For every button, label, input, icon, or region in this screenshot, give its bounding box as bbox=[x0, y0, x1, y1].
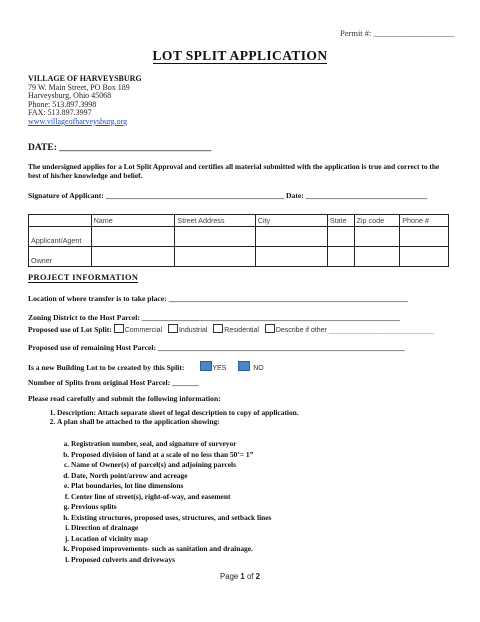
splits-count-field[interactable]: Number of Splits from original Host Parcel: _______ bbox=[28, 378, 199, 387]
yes-checkbox-icon[interactable] bbox=[200, 361, 212, 371]
table-cell[interactable] bbox=[91, 227, 175, 247]
fax-line: FAX: 513.897.3997 bbox=[28, 108, 92, 118]
table-header-cell: Street Address bbox=[175, 215, 255, 227]
proposed-use-row bbox=[28, 324, 434, 334]
table-cell[interactable] bbox=[354, 227, 400, 247]
date-field[interactable]: DATE: ________________________________ bbox=[28, 143, 212, 153]
list-item: i. Direction of drainage bbox=[71, 523, 271, 534]
list-item: b. Proposed division of land at a scale of no less than 50’= 1” bbox=[71, 450, 271, 461]
table-cell[interactable] bbox=[175, 247, 255, 267]
row-label: Owner bbox=[29, 247, 92, 267]
numbered-list bbox=[43, 408, 299, 427]
list-item: c. Name of Owner(s) of parcel(s) and adjoining parcels bbox=[71, 460, 271, 471]
table-header-row bbox=[29, 215, 449, 227]
applicant-table bbox=[28, 214, 449, 267]
checkbox-icon[interactable] bbox=[168, 324, 178, 333]
signature-line[interactable]: Signature of Applicant: _______________________________________________ Date: ________________________________ bbox=[28, 191, 428, 200]
table-header-cell bbox=[29, 215, 92, 227]
table-row bbox=[29, 247, 449, 267]
website-link[interactable]: www.villageofharveysburg.org bbox=[28, 116, 128, 126]
page-title bbox=[0, 48, 480, 64]
list-item: k. Proposed improvements- such as sanitation and drainage. bbox=[71, 544, 271, 555]
title-text: LOT SPLIT APPLICATION bbox=[152, 48, 328, 63]
table-cell[interactable] bbox=[327, 227, 354, 247]
footer-of-label: of bbox=[246, 572, 254, 581]
table-cell[interactable] bbox=[400, 227, 449, 247]
table-cell[interactable] bbox=[91, 247, 175, 267]
village-address-block bbox=[28, 75, 142, 127]
footer-total-pages: 2 bbox=[255, 572, 260, 581]
checkbox-icon[interactable] bbox=[265, 324, 275, 333]
use-residential-option[interactable] bbox=[213, 327, 259, 334]
building-lot-row bbox=[28, 361, 264, 372]
table-cell[interactable] bbox=[255, 247, 327, 267]
table-cell[interactable] bbox=[400, 247, 449, 267]
table-header-cell: City bbox=[255, 215, 327, 227]
table-cell[interactable] bbox=[175, 227, 255, 247]
list-item: 2. A plan shall be attached to the application showing: bbox=[57, 417, 299, 426]
no-label: NO bbox=[253, 365, 264, 372]
row-label: Applicant/Agent bbox=[29, 227, 92, 247]
list-item: e. Plat boundaries, lot line dimensions bbox=[71, 481, 271, 492]
list-item: 1. Description: Attach separate sheet of legal description to copy of application. bbox=[57, 408, 299, 417]
permit-number-field: Permit #: ___________________ bbox=[340, 28, 455, 38]
footer-page-label: Page bbox=[220, 572, 239, 581]
checkbox-icon[interactable] bbox=[213, 324, 223, 333]
phone-line: Phone: 513.897.3998 bbox=[28, 99, 97, 109]
option-label: Describe if other bbox=[275, 327, 327, 334]
list-item: a. Registration number, seal, and signature of surveyor bbox=[71, 439, 271, 450]
table-header-cell: Name bbox=[91, 215, 175, 227]
option-label: Residential bbox=[224, 327, 259, 334]
use-commercial-option[interactable] bbox=[114, 327, 162, 334]
table-cell[interactable] bbox=[354, 247, 400, 267]
table-header-cell: Zip code bbox=[354, 215, 400, 227]
yes-label: YES bbox=[212, 365, 227, 372]
table-header-cell: Phone # bbox=[400, 215, 449, 227]
list-item: h. Existing structures, proposed uses, structures, and setback lines bbox=[71, 513, 271, 524]
building-lot-question: Is a new Building Lot to be created by this Split: bbox=[28, 363, 185, 372]
no-checkbox-icon[interactable] bbox=[238, 361, 250, 371]
use-other-option[interactable] bbox=[265, 327, 327, 334]
list-item: j. Location of vicinity map bbox=[71, 534, 271, 545]
table-row bbox=[29, 227, 449, 247]
use-industrial-option[interactable] bbox=[168, 327, 207, 334]
list-item: l. Proposed culverts and driveways bbox=[71, 555, 271, 566]
instructions-heading: Please read carefully and submit the following information: bbox=[28, 394, 221, 403]
zoning-field[interactable]: Zoning District to the Host Parcel: ____________________________________________________________________ bbox=[28, 313, 400, 322]
project-heading-text: PROJECT INFORMATION bbox=[28, 273, 139, 282]
village-name: VILLAGE OF HARVEYSBURG bbox=[28, 74, 142, 83]
location-field[interactable]: Location of where transfer is to take place: _______________________________________________________________ bbox=[28, 294, 408, 303]
project-information-heading bbox=[28, 273, 138, 282]
option-label: Commercial bbox=[124, 327, 163, 334]
address-line-1: 79 W. Main Street, PO Box 189 bbox=[28, 82, 130, 92]
page-footer bbox=[0, 572, 480, 581]
remaining-parcel-field[interactable]: Proposed use of remaining Host Parcel: _________________________________________________________________ bbox=[28, 343, 405, 352]
certification-text: The undersigned applies for a Lot Split Approval and certifies all material submitted with the application is true and correct to the best of his/her knowledge and belief. bbox=[28, 162, 440, 181]
option-label: Industrial bbox=[178, 327, 208, 334]
table-header-cell: State bbox=[327, 215, 354, 227]
table-cell[interactable] bbox=[327, 247, 354, 267]
list-item: d. Date, North point/arrow and acreage bbox=[71, 471, 271, 482]
checkbox-icon[interactable] bbox=[114, 324, 124, 333]
proposed-use-label: Proposed use of Lot Split: bbox=[28, 325, 112, 334]
table-cell[interactable] bbox=[255, 227, 327, 247]
address-line-2: Harveysburg, Ohio 45068 bbox=[28, 91, 112, 101]
list-item: g. Previous splits bbox=[71, 502, 271, 513]
use-other-blank[interactable]: ___________________________ bbox=[328, 327, 434, 334]
plan-requirements-list bbox=[57, 439, 271, 565]
footer-current-page: 1 bbox=[240, 572, 245, 581]
list-item: f. Center line of street(s), right-of-way, and easement bbox=[71, 492, 271, 503]
